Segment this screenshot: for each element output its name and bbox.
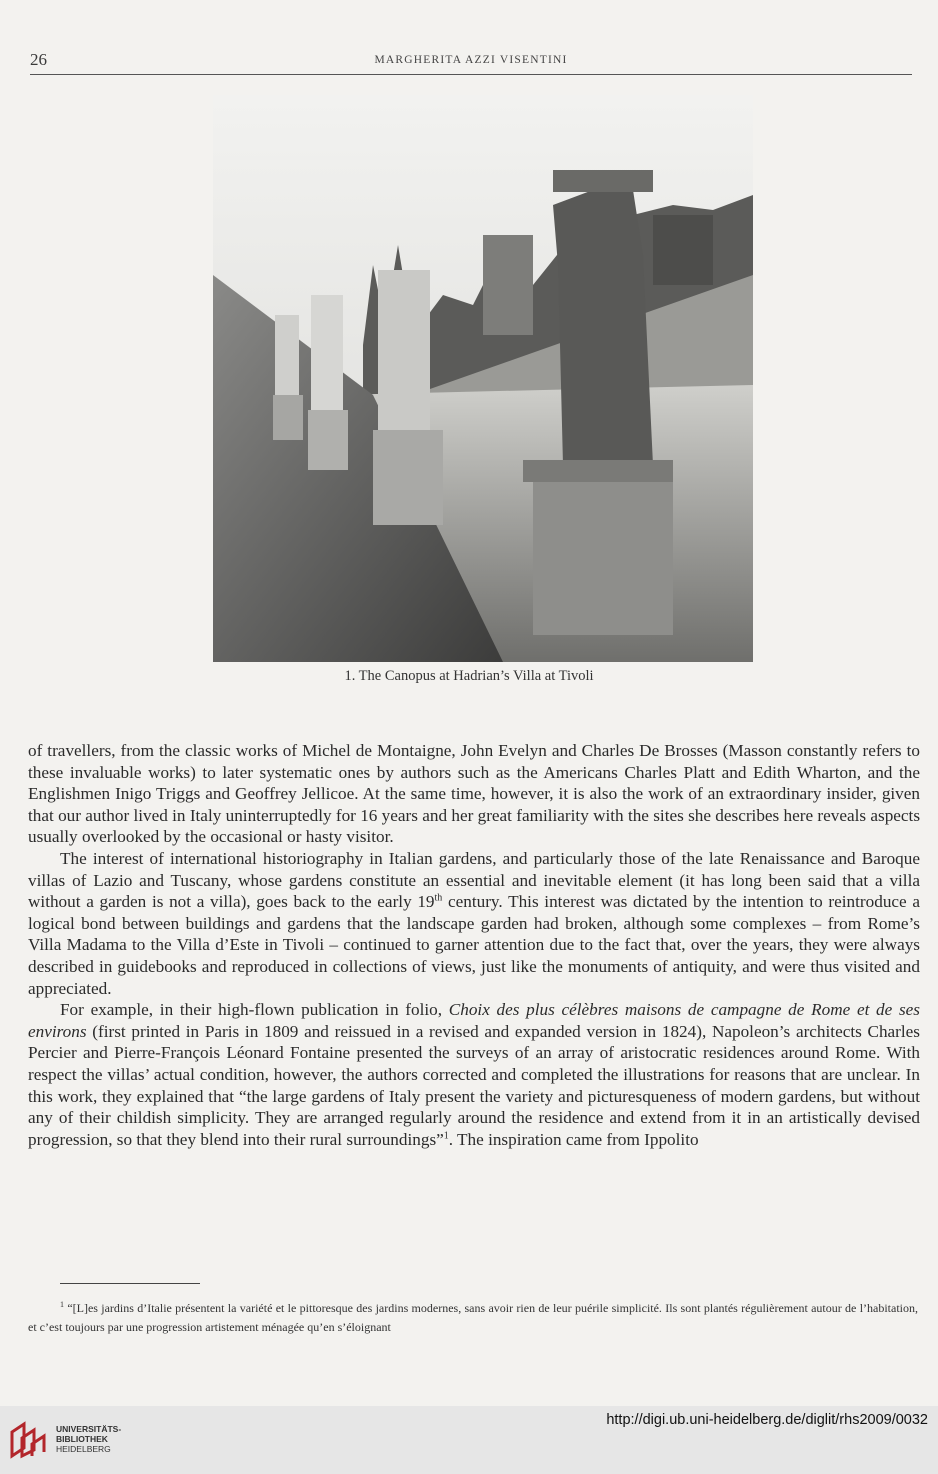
page-header [30, 50, 912, 76]
figure-caption: 1. The Canopus at Hadrian’s Villa at Tivoli [344, 668, 594, 684]
paragraph-2 [28, 848, 920, 999]
paragraph-3-text-b: (first printed in Paris in 1809 and reissued in a revised and expanded version in 1824), Napoleon’s architects Charles Percier and Pierre-François Léonard Fontaine presented the surveys of an array of aristocratic residences around Rome. With respect the villas’ actual condition, however, the authors corrected and completed the illustrations for reasons that are unclear. In this work, they explained that “the large gardens of Italy present the variety and picturesqueness of modern gardens, but without any of their childish simplicity. They are arranged regularly around the residence and extend from it in an artistically devised progression, so that they blend into their rural surroundings” [28, 1021, 920, 1149]
library-name [56, 1424, 121, 1454]
library-name-line-2: BIBLIOTHEK [56, 1434, 108, 1444]
paragraph-2-text-a: The interest of international historiography in Italian gardens, and particularly those of the late Renaissance and Baroque villas of Lazio and Tuscany, whose gardens constitute an essential and inevitable element (it has long been said that a villa without a garden is not a villa), goes back to the early 19 [28, 848, 920, 912]
footnote-reference: 1 [443, 1129, 449, 1141]
body-text [28, 740, 920, 1150]
paragraph-3 [28, 999, 920, 1150]
page-number: 26 [30, 50, 47, 69]
footnote-marker: 1 [60, 1300, 64, 1309]
paragraph-2-text-b: century. This interest was dictated by the intention to reintroduce a logical bond between buildings and gardens that the landscape garden had broken, although some complexes – from Rome’s Villa Madama to the Villa d’Este in Tivoli – continued to garner attention due to the fact that, over the years, they were always described in guidebooks and reproduced in collections of views, just like the monuments of antiquity, and were thus visited and appreciated. [28, 892, 920, 998]
book-title: Choix des plus célèbres maisons de campagne de Rome et de ses environs [28, 1000, 920, 1041]
paragraph-3-text-a: For example, in their high-flown publication in folio, [60, 1000, 449, 1020]
library-name-line-1: UNIVERSITÄTS- [56, 1424, 122, 1434]
source-url[interactable]: http://digi.ub.uni-heidelberg.de/diglit/rhs2009/0032 [606, 1412, 928, 1428]
library-name-line-3: HEIDELBERG [56, 1444, 111, 1454]
footnote-rule [60, 1283, 200, 1284]
running-head: MARGHERITA AZZI VISENTINI [374, 54, 568, 66]
footer-bar [0, 1406, 938, 1474]
paragraph-1: of travellers, from the classic works of Michel de Montaigne, John Evelyn and Charles De Brosses (Masson constantly refers to these invaluable works) to later systematic ones by authors such as the Americans Charles Platt and Edith Wharton, and the Englishmen Inigo Triggs and Geoffrey Jellicoe. At the same time, however, it is also the work of an extraordinary insider, given that our author lived in Italy uninterruptedly for 16 years and her great familiarity with the sites she describes here reveals aspects usually overlooked by the occasional or hasty visitor. [28, 741, 921, 847]
paragraph-3-text-c: . The inspiration came from Ippolito [448, 1129, 699, 1149]
library-logo-icon [8, 1420, 48, 1460]
header-rule [30, 74, 912, 75]
footnote-text: “[L]es jardins d’Italie présentent la variété et le pittoresque des jardins modernes, sans avoir rien de leur puérile simplicité. Ils sont plantés régulièrement autour de l’habitation, et c’est toujours par une progression artistement ménagée qu’en s’éloignant [28, 1301, 919, 1334]
superscript-th: th [434, 892, 443, 904]
figure-photo [213, 95, 753, 662]
footnote [28, 1295, 918, 1337]
